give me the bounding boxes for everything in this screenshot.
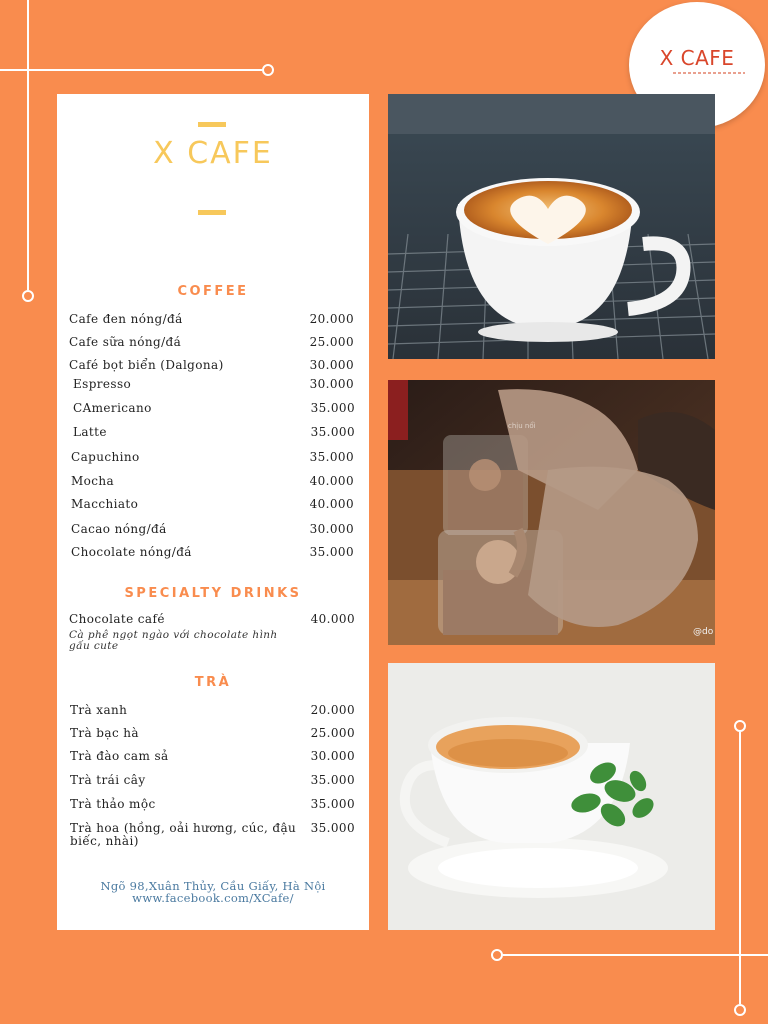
menu-item-price: 30.000: [310, 749, 355, 763]
menu-item-price: 35.000: [309, 545, 354, 559]
menu-item-name: Macchiato: [71, 497, 139, 511]
menu-item-price: 35.000: [310, 401, 355, 415]
footer-facebook-link[interactable]: www.facebook.com/XCafe/: [132, 891, 294, 905]
decorative-dot: [734, 1004, 746, 1016]
menu-item-name: Trà bạc hà: [70, 726, 139, 740]
menu-item-name: Capuchino: [71, 450, 140, 464]
menu-item-name: Trà đào cam sả: [70, 749, 169, 763]
menu-item-name: Trà trái cây: [70, 773, 146, 787]
title-accent-bottom: [198, 210, 226, 215]
menu-item-price: 35.000: [310, 797, 355, 811]
menu-item-name: Latte: [73, 425, 107, 439]
menu-item-name: Cafe đen nóng/đá: [69, 312, 183, 326]
photo-milk-tea: [388, 380, 715, 645]
decorative-dot: [22, 290, 34, 302]
decorative-line: [27, 0, 29, 290]
watermark-handle: @do: [693, 627, 714, 637]
menu-item-name: Trà hoa (hồng, oải hương, cúc, đậu biếc, nhài): [70, 821, 297, 848]
menu-item-name: Mocha: [71, 474, 115, 488]
menu-item-name: Cacao nóng/đá: [71, 522, 167, 536]
photo-latte: [388, 94, 715, 359]
section-heading-coffee: COFFEE: [177, 284, 249, 299]
menu-item-name: Espresso: [73, 377, 132, 391]
menu-item-name: Chocolate café: [69, 612, 165, 626]
menu-item-name: Cafe sữa nóng/đá: [69, 335, 182, 349]
menu-item-name: Trà xanh: [70, 703, 128, 717]
menu-item-name: Café bọt biển (Dalgona): [69, 358, 224, 372]
decorative-line: [503, 954, 768, 956]
menu-item-price: 30.000: [309, 522, 354, 536]
menu-card: [57, 94, 369, 930]
menu-item-name: Trà thảo mộc: [70, 797, 156, 811]
menu-item-price: 30.000: [309, 377, 354, 391]
menu-item-price: 35.000: [309, 450, 354, 464]
decorative-dot: [262, 64, 274, 76]
decorative-line: [0, 69, 262, 71]
photo-tea: [388, 663, 715, 930]
menu-item-price: 40.000: [310, 612, 355, 626]
menu-item-price: 35.000: [310, 821, 355, 835]
menu-item-name: Chocolate nóng/đá: [71, 545, 192, 559]
section-heading-tea: TRÀ: [194, 675, 232, 690]
menu-item-price: 25.000: [309, 335, 354, 349]
menu-item-price: 20.000: [309, 312, 354, 326]
menu-item-price: 25.000: [310, 726, 355, 740]
menu-item-description: Cà phê ngọt ngào với chocolate hình gấu cute: [69, 629, 278, 652]
menu-title: X CAFE: [153, 136, 273, 171]
decorative-dot: [734, 720, 746, 732]
footer-address: Ngõ 98,Xuân Thủy, Cầu Giấy, Hà Nội: [100, 879, 326, 893]
menu-item-name: CAmericano: [73, 401, 152, 415]
menu-item-price: 35.000: [310, 773, 355, 787]
menu-item-price: 30.000: [309, 358, 354, 372]
menu-item-price: 40.000: [309, 497, 354, 511]
section-heading-specialty: SPECIALTY DRINKS: [124, 586, 302, 601]
menu-item-price: 35.000: [310, 425, 355, 439]
menu-item-price: 40.000: [309, 474, 354, 488]
watermark-text: chịu nổi: [508, 422, 536, 430]
decorative-dot: [491, 949, 503, 961]
menu-item-price: 20.000: [310, 703, 355, 717]
logo-tagline: [673, 72, 745, 74]
title-accent-top: [198, 122, 226, 127]
logo-text: X CAFE: [659, 46, 735, 70]
decorative-line: [739, 732, 741, 1004]
